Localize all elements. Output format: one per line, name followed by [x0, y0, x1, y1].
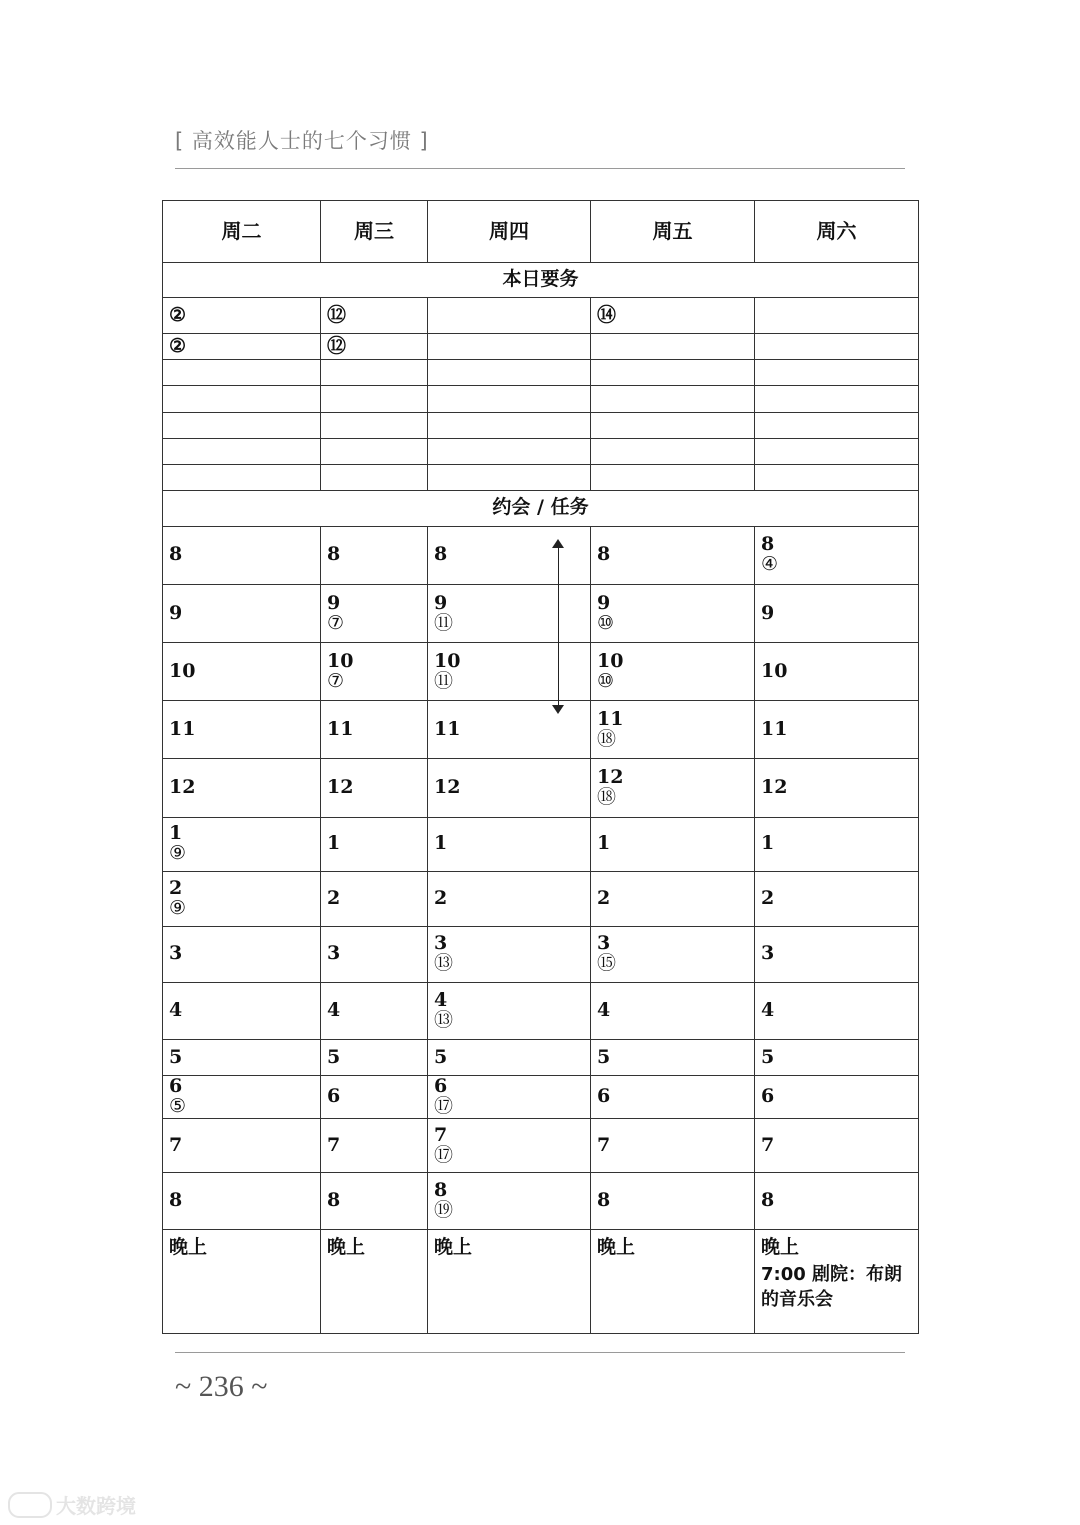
hour-label: 4 — [597, 999, 611, 1022]
hour-cell — [428, 1173, 591, 1229]
hour-cell — [163, 982, 321, 1039]
hour-cell — [755, 701, 919, 759]
priority-cell — [755, 412, 919, 438]
section-appointments: 约会 / 任务 — [163, 490, 919, 526]
priority-cell: ⑫ — [321, 298, 428, 334]
hour-label: 6 — [169, 1075, 183, 1098]
priority-cell — [163, 438, 321, 464]
hour-label: 5 — [597, 1045, 611, 1068]
hour-label: 9 — [434, 591, 448, 614]
hour-label: 10 — [761, 659, 788, 682]
hour-label: 3 — [327, 942, 341, 965]
hour-cell — [163, 584, 321, 642]
task-number-mark: ⑨ — [169, 896, 187, 919]
hour-label: 8 — [434, 1179, 448, 1202]
hour-label: 5 — [434, 1045, 448, 1068]
hour-label: 10 — [434, 649, 461, 672]
hour-label: 8 — [761, 1189, 775, 1211]
hour-cell — [591, 871, 755, 926]
hour-label: 5 — [761, 1045, 775, 1068]
watermark-text: 大数跨境 — [56, 1494, 136, 1518]
hour-label: 2 — [434, 886, 448, 909]
hour-cell — [755, 643, 919, 701]
hour-label: 1 — [761, 832, 775, 855]
task-number-mark: ⑦ — [327, 669, 345, 692]
task-number-mark: ④ — [761, 553, 779, 576]
hour-cell — [428, 526, 591, 584]
hour-cell — [428, 871, 591, 926]
hour-cell — [163, 1040, 321, 1076]
hour-cell — [591, 1119, 755, 1173]
hour-cell — [321, 871, 428, 926]
task-number-mark: ⑬ — [434, 1008, 454, 1031]
priority-row — [163, 360, 919, 386]
section-priorities: 本日要务 — [163, 263, 919, 298]
evening-cell — [321, 1229, 428, 1333]
priority-cell — [428, 464, 591, 490]
priority-cell: ② — [163, 298, 321, 334]
priority-cell — [755, 298, 919, 334]
hour-label: 12 — [597, 765, 624, 788]
hour-label: 1 — [169, 822, 183, 845]
hour-label: 6 — [327, 1085, 341, 1108]
hour-label: 4 — [434, 989, 448, 1012]
time-span-arrow — [558, 545, 559, 707]
hour-label: 6 — [761, 1085, 775, 1108]
hour-cell — [321, 1040, 428, 1076]
evening-cell — [591, 1229, 755, 1333]
task-number-mark: ⑲ — [434, 1198, 454, 1221]
priority-cell — [428, 360, 591, 386]
hour-cell — [755, 926, 919, 982]
hour-cell — [755, 1173, 919, 1229]
hour-cell — [321, 584, 428, 642]
hour-label: 9 — [597, 591, 611, 614]
hour-cell — [591, 1173, 755, 1229]
hour-label: 4 — [761, 999, 775, 1022]
priority-cell — [755, 334, 919, 360]
hour-cell — [755, 871, 919, 926]
priority-cell — [428, 438, 591, 464]
hour-label: 8 — [761, 533, 775, 556]
hour-cell — [321, 701, 428, 759]
task-number-mark: ⑪ — [434, 611, 454, 634]
hour-cell — [428, 1119, 591, 1173]
hour-cell — [755, 1040, 919, 1076]
task-number-mark: ⑱ — [597, 785, 617, 808]
hour-label: 12 — [169, 775, 196, 798]
priority-row — [163, 464, 919, 490]
hour-cell — [591, 982, 755, 1039]
watermark — [8, 1490, 136, 1519]
evening-row — [163, 1229, 919, 1333]
hour-label: 2 — [597, 886, 611, 909]
hour-cell — [321, 817, 428, 871]
hour-row — [163, 817, 919, 871]
priority-cell — [321, 386, 428, 412]
priority-cell — [755, 438, 919, 464]
priority-cell — [163, 360, 321, 386]
hour-label: 6 — [434, 1075, 448, 1098]
hour-cell — [163, 643, 321, 701]
priority-cell — [163, 412, 321, 438]
evening-cell — [755, 1229, 919, 1333]
hour-label: 8 — [597, 543, 611, 566]
evening-cell — [163, 1229, 321, 1333]
task-number-mark: ⑪ — [434, 669, 454, 692]
hour-cell — [321, 926, 428, 982]
priority-cell — [755, 360, 919, 386]
hour-cell — [755, 982, 919, 1039]
task-number-mark: ⑩ — [597, 611, 615, 634]
hour-cell — [428, 1076, 591, 1119]
hour-label: 8 — [327, 543, 341, 566]
hour-label: 3 — [169, 942, 183, 965]
priority-row — [163, 334, 919, 360]
hour-row — [163, 871, 919, 926]
priority-row — [163, 438, 919, 464]
hour-row — [163, 643, 919, 701]
hour-cell — [591, 643, 755, 701]
hour-cell — [163, 526, 321, 584]
priority-cell: ⑫ — [321, 334, 428, 360]
hour-cell — [321, 1076, 428, 1119]
day-header-fri: 周五 — [591, 201, 755, 263]
day-header-row — [163, 201, 919, 263]
hour-label: 1 — [434, 832, 448, 855]
priority-cell — [591, 438, 755, 464]
hour-cell — [591, 1076, 755, 1119]
hour-label: 11 — [327, 717, 354, 740]
priority-row — [163, 412, 919, 438]
hour-row — [163, 1119, 919, 1173]
task-number-mark: ⑮ — [597, 952, 617, 975]
hour-label: 10 — [597, 649, 624, 672]
hour-label: 10 — [169, 659, 196, 682]
hour-cell — [755, 1076, 919, 1119]
hour-label: 10 — [327, 649, 354, 672]
task-number-mark: ⑨ — [169, 842, 187, 865]
hour-cell — [755, 1119, 919, 1173]
day-header-tue: 周二 — [163, 201, 321, 263]
task-number-mark: ⑤ — [169, 1095, 187, 1118]
hour-label: 2 — [169, 876, 183, 899]
hour-cell — [755, 526, 919, 584]
hour-cell — [428, 759, 591, 817]
hour-label: 8 — [327, 1189, 341, 1211]
hour-cell — [591, 701, 755, 759]
evening-note: 7:00 剧院：布朗的音乐会 — [761, 1264, 903, 1310]
hour-row — [163, 759, 919, 817]
priority-cell — [321, 412, 428, 438]
hour-cell — [591, 817, 755, 871]
evening-label: 晚上 — [761, 1235, 800, 1258]
hour-cell — [163, 1119, 321, 1173]
hour-row — [163, 926, 919, 982]
hour-row — [163, 1040, 919, 1076]
priority-cell — [428, 298, 591, 334]
hour-label: 3 — [761, 942, 775, 965]
hour-label: 4 — [169, 999, 183, 1022]
hour-cell — [591, 1040, 755, 1076]
hour-label: 7 — [327, 1133, 341, 1156]
hour-label: 11 — [761, 717, 788, 740]
hour-cell — [428, 926, 591, 982]
hour-label: 9 — [761, 601, 775, 624]
hour-label: 8 — [597, 1189, 611, 1211]
hour-label: 7 — [761, 1133, 775, 1156]
hour-label: 2 — [327, 886, 341, 909]
evening-label: 晚上 — [327, 1235, 366, 1258]
hour-label: 5 — [327, 1045, 341, 1068]
page-number: ~ 236 ~ — [175, 1370, 268, 1403]
priority-cell: ⑭ — [591, 298, 755, 334]
priority-cell — [321, 438, 428, 464]
hour-cell — [428, 643, 591, 701]
task-number-mark: ⑬ — [434, 952, 454, 975]
evening-label: 晚上 — [597, 1235, 636, 1258]
hour-cell — [428, 982, 591, 1039]
priority-cell — [755, 386, 919, 412]
hour-label: 8 — [434, 543, 448, 566]
hour-row — [163, 982, 919, 1039]
hour-row — [163, 584, 919, 642]
hour-cell — [321, 982, 428, 1039]
footer-rule — [175, 1352, 905, 1353]
task-number-mark: ⑦ — [327, 611, 345, 634]
priority-row — [163, 386, 919, 412]
hour-label: 12 — [327, 775, 354, 798]
hour-cell — [755, 817, 919, 871]
hour-cell — [591, 759, 755, 817]
hour-cell — [163, 926, 321, 982]
hour-cell — [428, 701, 591, 759]
running-header: [ 高效能人士的七个习惯 ] — [175, 129, 429, 153]
hour-label: 11 — [597, 707, 624, 730]
priority-cell — [591, 360, 755, 386]
header-rule — [175, 168, 905, 169]
hour-label: 2 — [761, 886, 775, 909]
priority-cell — [428, 386, 591, 412]
priority-cell — [591, 412, 755, 438]
task-number-mark: ⑱ — [597, 727, 617, 750]
hour-cell — [321, 1173, 428, 1229]
hour-cell — [321, 1119, 428, 1173]
hour-label: 12 — [434, 775, 461, 798]
evening-label: 晚上 — [169, 1235, 208, 1258]
arrow-down-icon — [552, 705, 564, 714]
hour-cell — [321, 759, 428, 817]
task-number-mark: ⑰ — [434, 1143, 454, 1166]
hour-label: 11 — [434, 717, 461, 740]
hour-cell — [321, 643, 428, 701]
priority-cell — [163, 386, 321, 412]
hour-cell — [591, 584, 755, 642]
priority-cell — [428, 334, 591, 360]
task-number-mark: ⑩ — [597, 669, 615, 692]
priority-cell — [321, 360, 428, 386]
hour-label: 7 — [169, 1133, 183, 1156]
hour-label: 9 — [327, 591, 341, 614]
hour-label: 1 — [597, 832, 611, 855]
hour-label: 12 — [761, 775, 788, 798]
hour-cell — [163, 1076, 321, 1119]
hour-cell — [591, 926, 755, 982]
watermark-logo-icon — [8, 1492, 52, 1518]
weekly-planner-table — [162, 200, 919, 1334]
day-header-wed: 周三 — [321, 201, 428, 263]
hour-label: 7 — [434, 1123, 448, 1146]
hour-cell — [163, 1173, 321, 1229]
day-header-thu: 周四 — [428, 201, 591, 263]
priority-cell — [428, 412, 591, 438]
task-number-mark: ⑰ — [434, 1095, 454, 1118]
hour-row — [163, 526, 919, 584]
hour-row — [163, 1076, 919, 1119]
evening-label: 晚上 — [434, 1235, 473, 1258]
hour-label: 5 — [169, 1045, 183, 1068]
hour-label: 8 — [169, 543, 183, 566]
hour-cell — [755, 584, 919, 642]
hour-cell — [163, 759, 321, 817]
hour-row — [163, 701, 919, 759]
hour-cell — [163, 871, 321, 926]
hour-row — [163, 1173, 919, 1229]
priority-cell — [321, 464, 428, 490]
hour-label: 6 — [597, 1085, 611, 1108]
hour-label: 3 — [434, 932, 448, 955]
hour-label: 7 — [597, 1133, 611, 1156]
hour-cell — [428, 584, 591, 642]
hour-label: 4 — [327, 999, 341, 1022]
priority-cell — [591, 334, 755, 360]
hour-cell — [755, 759, 919, 817]
hour-cell — [591, 526, 755, 584]
priority-cell — [163, 464, 321, 490]
priority-cell: ② — [163, 334, 321, 360]
hour-cell — [428, 817, 591, 871]
day-header-sat: 周六 — [755, 201, 919, 263]
hour-label: 8 — [169, 1189, 183, 1211]
hour-cell — [163, 701, 321, 759]
hour-label: 11 — [169, 717, 196, 740]
hour-label: 1 — [327, 832, 341, 855]
hour-cell — [163, 817, 321, 871]
hour-cell — [321, 526, 428, 584]
evening-cell — [428, 1229, 591, 1333]
hour-label: 9 — [169, 601, 183, 624]
hour-cell — [428, 1040, 591, 1076]
priority-cell — [591, 464, 755, 490]
hour-label: 3 — [597, 932, 611, 955]
priority-row — [163, 298, 919, 334]
priority-cell — [755, 464, 919, 490]
priority-cell — [591, 386, 755, 412]
